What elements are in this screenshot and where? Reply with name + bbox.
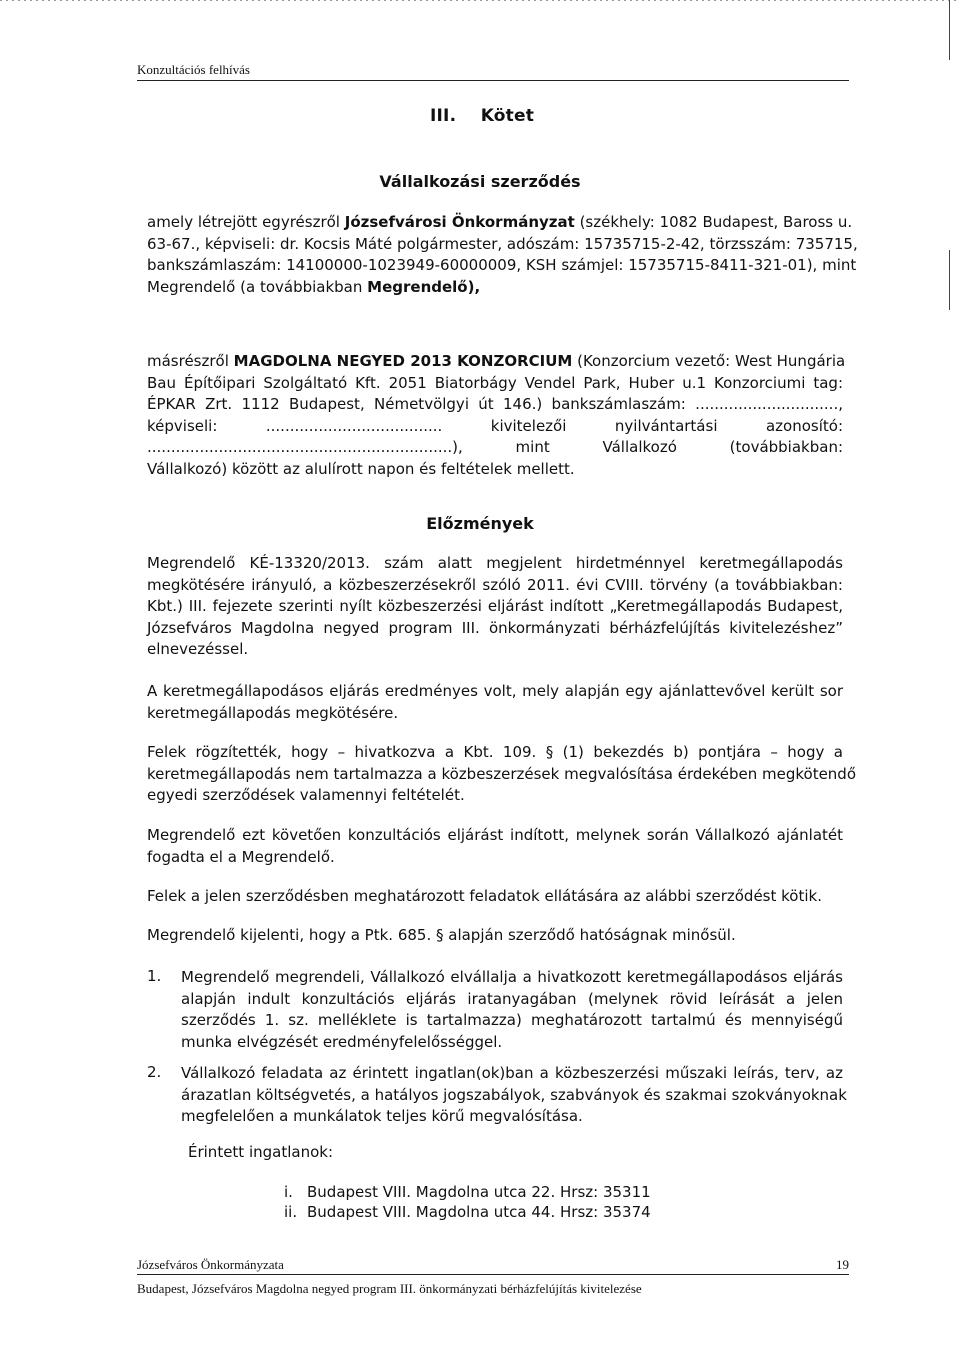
intro-line: 63-67., képviseli: dr. Kocsis Máté polgármester, adószám: 15735715-2-42, törzsszám: 735715, [147, 234, 858, 253]
scan-right-edge [949, 0, 950, 60]
paragraph-line: fogadta el a Megrendelő. [147, 847, 335, 866]
footer-subtitle: Budapest, Józsefváros Magdolna negyed program III. önkormányzati bérházfelújítás kivitelezése [137, 1281, 642, 1296]
list-number: 1. [147, 967, 162, 985]
paragraph-6 [147, 925, 843, 947]
paragraph-line: Felek a jelen szerződésben meghatározott feladatok ellátására az alábbi szerződést kötik. [147, 887, 822, 905]
contract-title: Vállalkozási szerződés [379, 172, 581, 191]
list-line: Vállalkozó feladata az érintett ingatlan(ok)ban a közbeszerzési műszaki leírás, terv, az [181, 1064, 843, 1082]
paragraph-4 [147, 825, 843, 868]
paragraph-5 [147, 886, 843, 908]
paragraph-line: keretmegállapodás megkötésére. [147, 703, 399, 722]
contractor-paragraph [147, 351, 846, 480]
property-number: i. [284, 1183, 293, 1201]
intro-line [147, 277, 843, 299]
list-line: szerződés 1. sz. melléklete is tartalmazza) meghatározott tartalmú és mennyiségű [181, 1011, 843, 1029]
contractor-line [147, 351, 846, 373]
property-address: Budapest VIII. Magdolna utca 22. Hrsz: 35311 [307, 1183, 651, 1201]
paragraph-line: keretmegállapodás nem tartalmazza a közbeszerzések megvalósítása érdekében megkötendő [147, 764, 857, 783]
paragraph-line: Kbt.) III. fejezete szerinti nyílt közbeszerzési eljárást indított „Keretmegállapodás Budapest, [147, 597, 843, 615]
list-line: munka elvégzését eredményfelelősséggel. [181, 1032, 503, 1051]
section-title: Előzmények [426, 514, 534, 533]
contractor-line: ÉPKAR Zrt. 1112 Budapest, Németvölgyi út 146.) bankszámlaszám: .............................., [147, 395, 843, 413]
paragraph-line: Józsefváros Magdolna negyed program III. önkormányzati bérházfelújítás kivitelezéshez” [147, 618, 843, 637]
text: amely létrejött egyrészről [147, 213, 345, 231]
contractor-line: ................................................................), mint Vállalkozó (továbbiakban: [147, 438, 843, 456]
page-number: 19 [836, 1257, 849, 1272]
list-line: alapján indult konzultációs eljárás iratanyagában (melynek rövid leírását a jelen [181, 989, 843, 1008]
contractor-line: képviseli: ..................................... kivitelezői nyilvántartási azonosító: [147, 416, 843, 435]
properties-heading: Érintett ingatlanok: [188, 1143, 334, 1161]
paragraph-line: A keretmegállapodásos eljárás eredményes volt, mely alapján egy ajánlattevővel került sor [147, 682, 843, 700]
volume-heading [430, 106, 534, 126]
property-number: ii. [284, 1203, 298, 1221]
list-line: Megrendelő megrendeli, Vállalkozó elvállalja a hivatkozott keretmegállapodásos eljárás [181, 968, 843, 986]
paragraph-line: megkötésére irányuló, a közbeszerzésekről szóló 2011. évi CVIII. törvény (a továbbiakban: [147, 575, 843, 594]
paragraph-line: Megrendelő kijelenti, hogy a Ptk. 685. § alapján szerződő hatóságnak minősül. [147, 926, 736, 944]
intro-line: bankszámlaszám: 14100000-1023949-60000009, KSH számjel: 15735715-8411-321-01), mint [147, 256, 857, 274]
text: Megrendelő (a továbbiakban [147, 277, 368, 296]
text: másrészről [147, 352, 234, 370]
contractor-line: Bau Építőipari Szolgáltató Kft. 2051 Biatorbágy Vendel Park, Huber u.1 Konzorciumi tag: [147, 373, 843, 392]
list-line: megfelelően a munkálatok teljes körű megvalósítása. [181, 1107, 583, 1125]
paragraph-line: Felek rögzítették, hogy – hivatkozva a Kbt. 109. § (1) bekezdés b) pontjára – hogy a [147, 743, 843, 761]
contractor-line: Vállalkozó) között az alulírott napon és feltételek mellett. [147, 459, 575, 478]
volume-roman: III. [430, 106, 457, 126]
paragraph-line: Megrendelő KÉ-13320/2013. szám alatt megjelent hirdetménnyel keretmegállapodás [147, 554, 843, 572]
party-name: Józsefvárosi Önkormányzat [344, 213, 575, 231]
header-text: Konzultációs felhívás [137, 62, 250, 77]
text: (székhely: 1082 Budapest, Baross u. [574, 213, 853, 231]
paragraph-2 [147, 681, 843, 724]
party-role: Megrendelő), [367, 277, 481, 296]
list-line: árazatlan költségvetés, a hatályos jogszabályok, szabványok és szakmai szokványoknak [181, 1085, 847, 1104]
footer-rule [137, 1274, 849, 1275]
paragraph-1 [147, 553, 843, 661]
paragraph-3 [147, 742, 857, 807]
footer-org: Józsefváros Önkormányzata [137, 1257, 284, 1272]
property-address: Budapest VIII. Magdolna utca 44. Hrsz: 35374 [307, 1203, 651, 1221]
scan-right-edge [949, 250, 950, 310]
volume-word: Kötet [480, 106, 535, 126]
intro-line [147, 212, 853, 234]
text: (Konzorcium vezető: West Hungária [572, 352, 846, 370]
list-item-2 [181, 1063, 847, 1128]
list-number: 2. [147, 1063, 162, 1081]
scan-top-edge [0, 0, 960, 1]
party-name: MAGDOLNA NEGYED 2013 KONZORCIUM [233, 352, 573, 370]
header-rule [137, 80, 849, 81]
intro-paragraph [147, 212, 858, 298]
paragraph-line: elnevezéssel. [147, 640, 249, 658]
list-item-1 [181, 967, 843, 1053]
paragraph-line: egyedi szerződések valamennyi feltételét. [147, 786, 465, 804]
paragraph-line: Megrendelő ezt követően konzultációs eljárást indított, melynek során Vállalkozó ajánlatét [147, 826, 843, 844]
